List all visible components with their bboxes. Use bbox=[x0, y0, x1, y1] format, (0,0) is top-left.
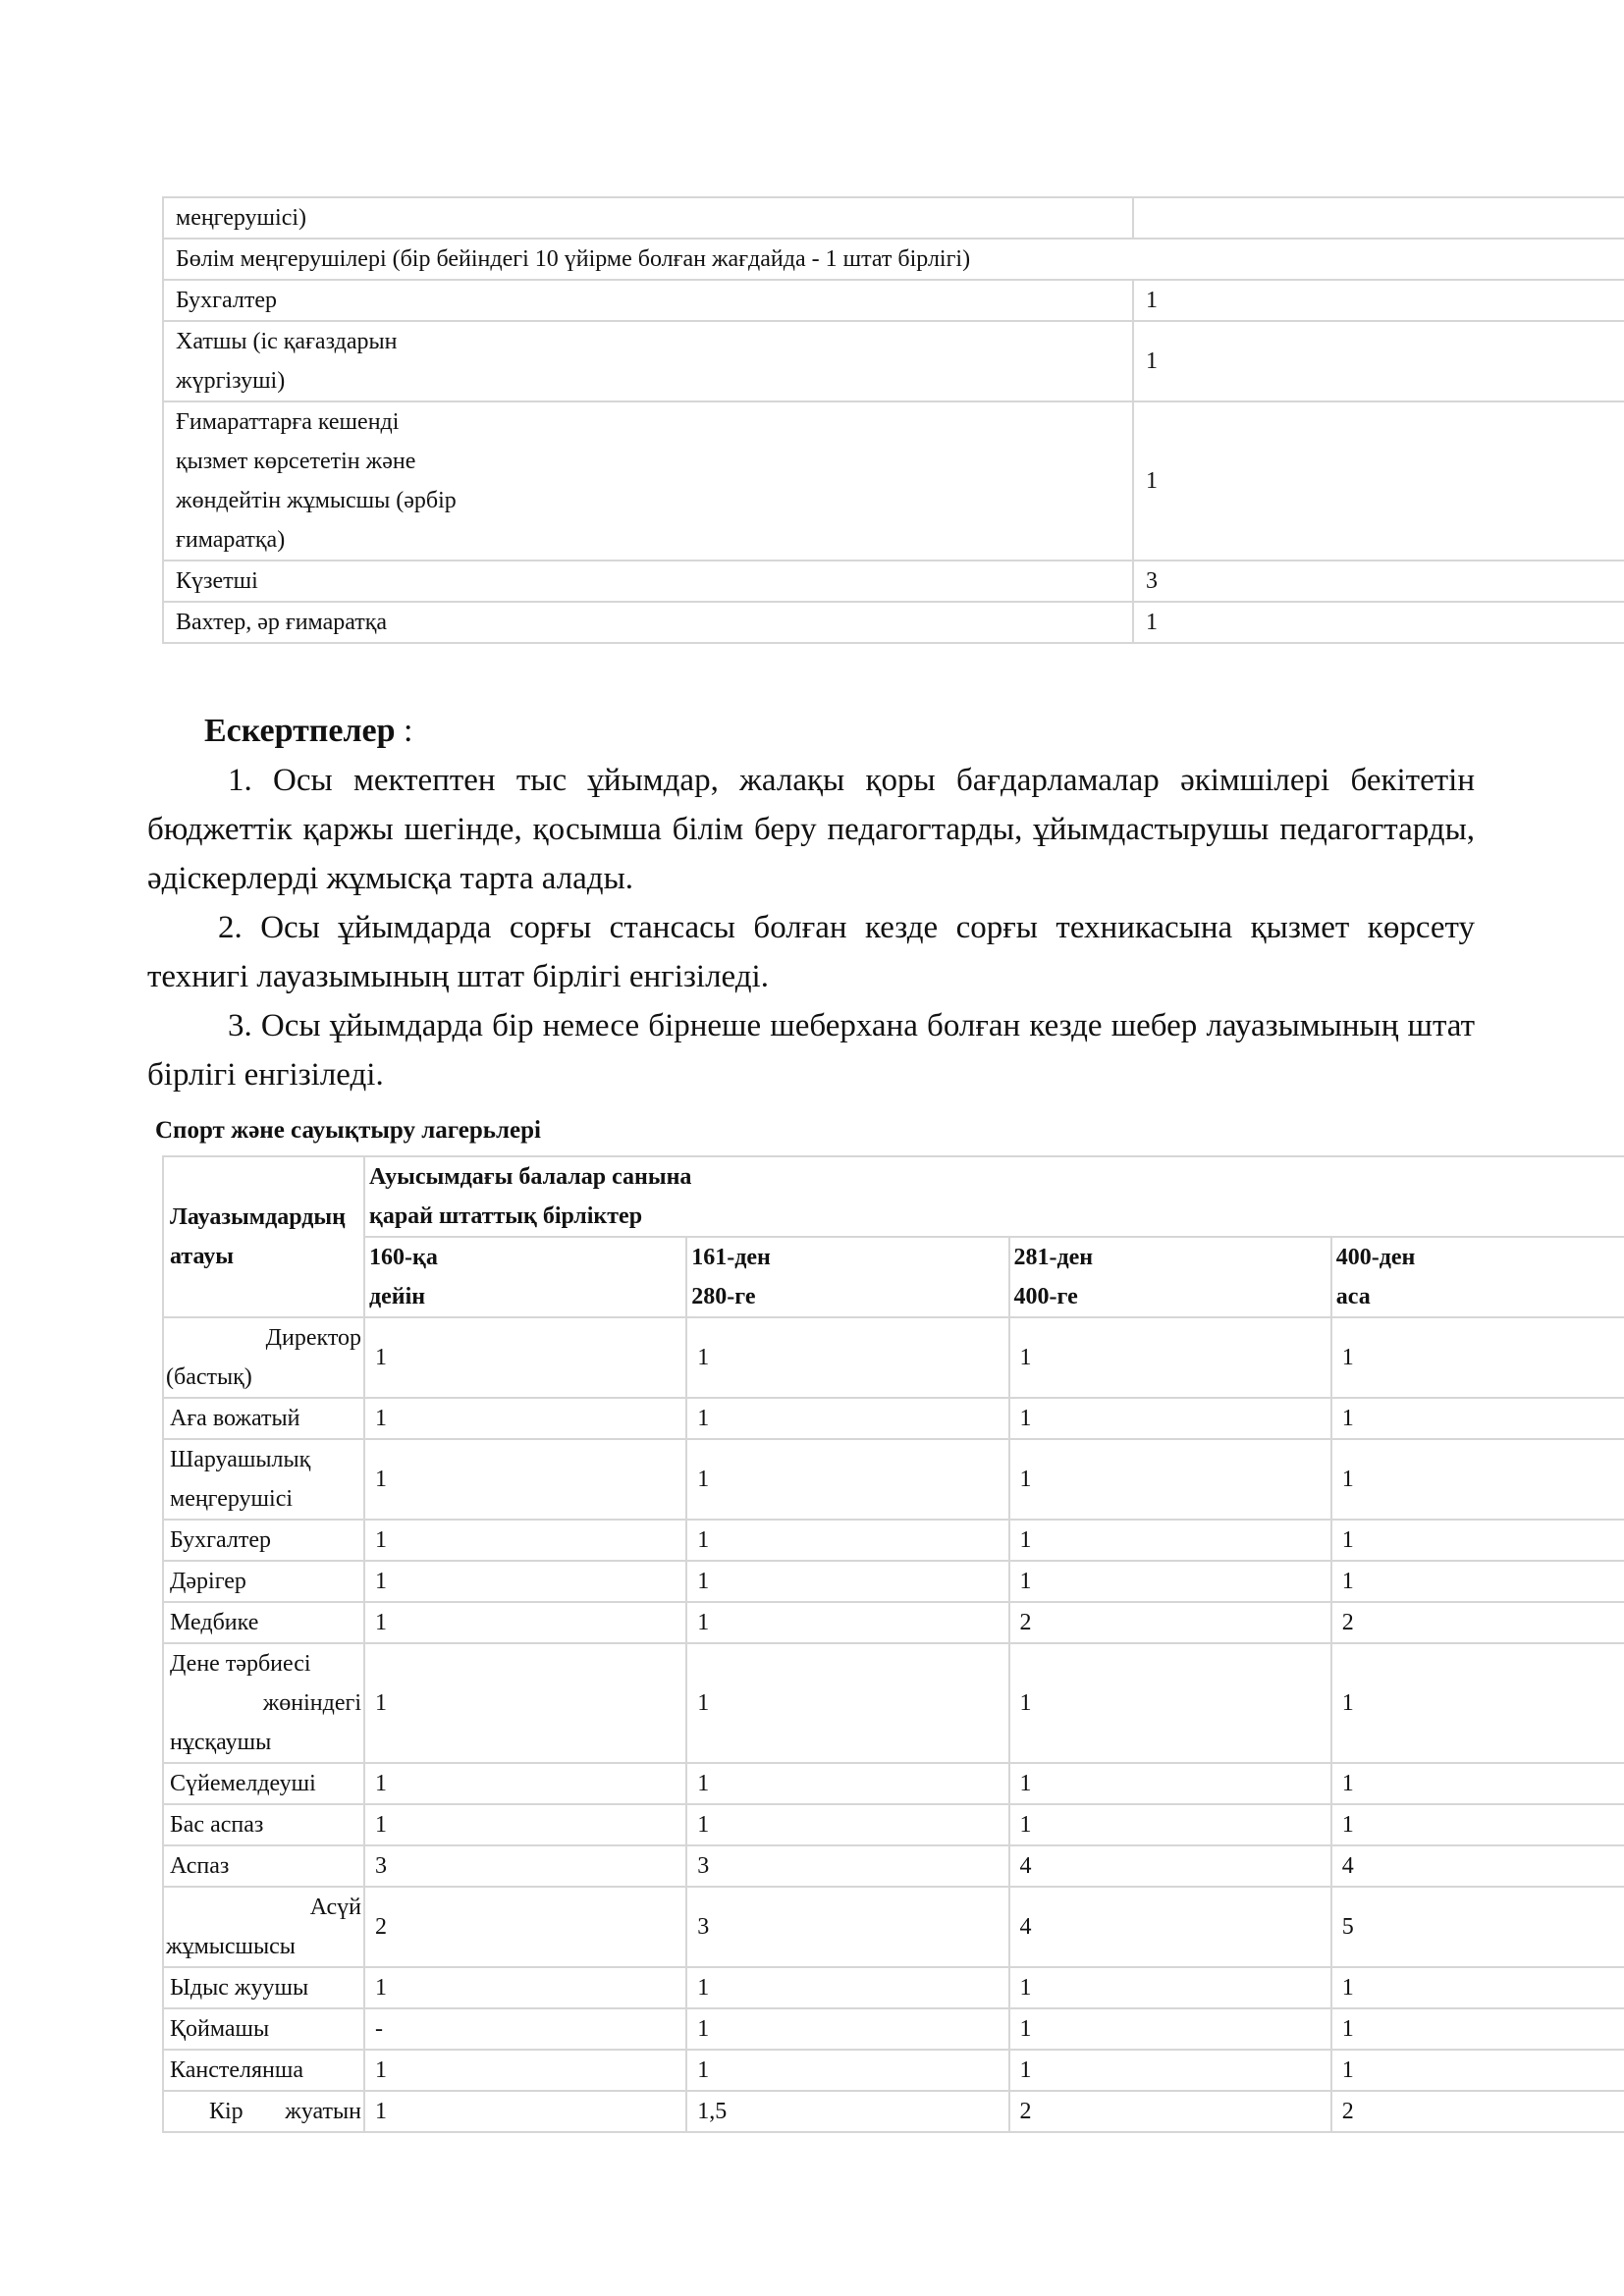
name-line: Дәрігер bbox=[170, 1569, 246, 1594]
header-col-2 bbox=[686, 1237, 1008, 1317]
name-line: нұсқаушы bbox=[170, 1730, 272, 1755]
position-name: Күзетші bbox=[163, 561, 1133, 602]
notes-section bbox=[147, 707, 1475, 1099]
position-name bbox=[163, 1845, 364, 1887]
note-item: 1. Осы мектептен тыс ұйымдар, жалақы қоры бағдарламалар әкімшілері бекітетін бюджеттік қаржы шегінде, қосымша білім беру педагогтарды, ұйымдастырушы педагогтарды, әдіскерлерді жұмысқа тарта алады. bbox=[147, 763, 1475, 896]
header-line: дейін bbox=[369, 1284, 426, 1309]
staff-count: 1 bbox=[686, 1804, 1008, 1845]
staff-count: 1 bbox=[1009, 1967, 1331, 2008]
position-name bbox=[163, 1561, 364, 1602]
position-name bbox=[163, 1643, 364, 1763]
staff-count: 1 bbox=[686, 1561, 1008, 1602]
section-title: Спорт және сауықтыру лагерьлері bbox=[155, 1117, 541, 1144]
name-line: Кір bbox=[209, 2099, 244, 2124]
note-item: 3. Осы ұйымдарда бір немесе бірнеше шеберхана болған кезде шебер лауазымының штат бірлігі енгізіледі. bbox=[147, 1008, 1475, 1093]
camp-staff-table bbox=[162, 1155, 1624, 2133]
name-line: жұмысшысы bbox=[166, 1934, 296, 1959]
staff-count: 4 bbox=[1009, 1887, 1331, 1967]
table-row bbox=[163, 1887, 1624, 1967]
staff-count: - bbox=[364, 2008, 686, 2050]
staff-count: 1 bbox=[686, 1602, 1008, 1643]
staff-count: 2 bbox=[1331, 1602, 1624, 1643]
staff-count: 4 bbox=[1009, 1845, 1331, 1887]
position-name bbox=[163, 1804, 364, 1845]
staff-count: 4 bbox=[1331, 1845, 1624, 1887]
staff-count: 1 bbox=[364, 1561, 686, 1602]
header-col-1 bbox=[364, 1237, 686, 1317]
staff-count: 1 bbox=[364, 1520, 686, 1561]
table-row bbox=[163, 1317, 1624, 1398]
name-line: Директор bbox=[265, 1325, 361, 1351]
staff-count: 1 bbox=[364, 1804, 686, 1845]
position-name: Бухгалтер bbox=[163, 280, 1133, 321]
name-line: Бас аспаз bbox=[170, 1812, 264, 1838]
staff-count: 1 bbox=[364, 1967, 686, 2008]
staff-count: 1 bbox=[1331, 1763, 1624, 1804]
header-line: 281-ден bbox=[1013, 1245, 1094, 1270]
position-count: 1 bbox=[1133, 280, 1624, 321]
name-line: Канстелянша bbox=[170, 2057, 303, 2083]
header-row bbox=[163, 1156, 1624, 1237]
name-line: Ыдыс жуушы bbox=[170, 1975, 309, 2001]
name-line: жүргізуші) bbox=[176, 368, 286, 394]
position-name bbox=[163, 1398, 364, 1439]
staff-count: 3 bbox=[686, 1845, 1008, 1887]
name-line: Асүй bbox=[309, 1895, 361, 1920]
staff-count: 3 bbox=[686, 1887, 1008, 1967]
header-group-text: Ауысымдағы балалар санына қарай штаттық бірліктер bbox=[369, 1164, 692, 1229]
table-row bbox=[163, 2050, 1624, 2091]
name-line: Дене тәрбиесі bbox=[170, 1651, 311, 1677]
staff-count: 1 bbox=[1331, 1561, 1624, 1602]
staff-count: 1 bbox=[364, 2091, 686, 2132]
name-line: Аспаз bbox=[170, 1853, 230, 1879]
staff-count: 1 bbox=[364, 2050, 686, 2091]
staff-count: 1 bbox=[686, 1398, 1008, 1439]
position-name bbox=[163, 1520, 364, 1561]
name-line: Аға вожатый bbox=[170, 1406, 300, 1431]
staff-count: 1 bbox=[1009, 1643, 1331, 1763]
staff-count: 1 bbox=[686, 1439, 1008, 1520]
name-line: Сүйемелдеуші bbox=[170, 1771, 316, 1796]
staff-count: 1 bbox=[1331, 2050, 1624, 2091]
header-group bbox=[364, 1156, 1624, 1237]
staff-count: 1 bbox=[1009, 1763, 1331, 1804]
staff-count: 1 bbox=[686, 1763, 1008, 1804]
staff-count: 1 bbox=[1009, 1561, 1331, 1602]
note-item: 2. Осы ұйымдарда сорғы стансасы болған кезде сорғы техникасына қызмет көрсету технигі лауазымының штат бірлігі енгізіледі. bbox=[147, 910, 1475, 994]
table-row bbox=[163, 1439, 1624, 1520]
table-row bbox=[163, 1804, 1624, 1845]
table-body bbox=[163, 1317, 1624, 2132]
staff-count: 1 bbox=[686, 1520, 1008, 1561]
position-name bbox=[163, 1763, 364, 1804]
staff-count: 1 bbox=[1009, 1317, 1331, 1398]
staff-count: 1 bbox=[364, 1398, 686, 1439]
table-row bbox=[163, 197, 1624, 239]
table-row bbox=[163, 1398, 1624, 1439]
table-row bbox=[163, 1602, 1624, 1643]
name-line: Хатшы (іс қағаздарын bbox=[176, 329, 398, 354]
staff-count: 1,5 bbox=[686, 2091, 1008, 2132]
name-line: Шаруашылық bbox=[170, 1447, 311, 1472]
staff-count: 1 bbox=[686, 1317, 1008, 1398]
name-line: меңгерушісі bbox=[170, 1486, 294, 1512]
table-row bbox=[163, 1845, 1624, 1887]
staff-count: 1 bbox=[1331, 1643, 1624, 1763]
table-row bbox=[163, 280, 1624, 321]
staff-count: 1 bbox=[1331, 1317, 1624, 1398]
position-count: 1 bbox=[1133, 602, 1624, 643]
name-line: жөндейтін жұмысшы (әрбір bbox=[176, 488, 457, 513]
table-row bbox=[163, 1561, 1624, 1602]
table-row bbox=[163, 1763, 1624, 1804]
name-line: ғимаратқа) bbox=[176, 527, 286, 553]
position-name bbox=[163, 1887, 364, 1967]
position-name bbox=[163, 1439, 364, 1520]
header-line: аса bbox=[1335, 1284, 1371, 1309]
staff-count: 3 bbox=[364, 1845, 686, 1887]
name-line: жуатын bbox=[285, 2099, 361, 2124]
staff-table-continued bbox=[162, 196, 1624, 644]
table-row bbox=[163, 321, 1624, 401]
header-row bbox=[163, 1237, 1624, 1317]
name-line: Медбике bbox=[170, 1610, 259, 1635]
header-line: 161-ден bbox=[691, 1245, 771, 1270]
staff-count: 1 bbox=[364, 1763, 686, 1804]
staff-count: 1 bbox=[686, 1643, 1008, 1763]
table-row bbox=[163, 1967, 1624, 2008]
staff-count: 1 bbox=[1331, 1520, 1624, 1561]
staff-count: 1 bbox=[1009, 1439, 1331, 1520]
position-name bbox=[163, 1317, 364, 1398]
position-name bbox=[163, 321, 1133, 401]
position-name bbox=[163, 2050, 364, 2091]
notes-title: Ескертпелер : bbox=[204, 713, 413, 749]
staff-count: 1 bbox=[1331, 1967, 1624, 2008]
staff-count: 1 bbox=[1009, 2050, 1331, 2091]
staff-count: 1 bbox=[1331, 1804, 1624, 1845]
table-row bbox=[163, 239, 1624, 280]
header-line: 280-ге bbox=[691, 1284, 756, 1309]
position-name bbox=[163, 1602, 364, 1643]
table-row bbox=[163, 2091, 1624, 2132]
header-position-name: Лауазымдардың атауы bbox=[163, 1156, 364, 1317]
staff-count: 1 bbox=[1331, 1439, 1624, 1520]
header-col-4 bbox=[1331, 1237, 1624, 1317]
table-row bbox=[163, 2008, 1624, 2050]
staff-count: 5 bbox=[1331, 1887, 1624, 1967]
staff-count: 1 bbox=[364, 1643, 686, 1763]
table-row bbox=[163, 561, 1624, 602]
position-count: 1 bbox=[1133, 401, 1624, 561]
position-name: Бөлім меңгерушілері (бір бейіндегі 10 үйірме болған жағдайда - 1 штат бірлігі) bbox=[163, 239, 1624, 280]
staff-count: 1 bbox=[1331, 2008, 1624, 2050]
header-line: 400-ден bbox=[1335, 1245, 1416, 1270]
staff-count: 1 bbox=[686, 2050, 1008, 2091]
table-row bbox=[163, 401, 1624, 561]
position-count: 1 bbox=[1133, 321, 1624, 401]
staff-count: 2 bbox=[1331, 2091, 1624, 2132]
name-line: Қоймашы bbox=[170, 2016, 270, 2042]
name-line: Бухгалтер bbox=[170, 1527, 272, 1553]
staff-count: 2 bbox=[1009, 1602, 1331, 1643]
staff-count: 1 bbox=[1331, 1398, 1624, 1439]
staff-count: 1 bbox=[1009, 1398, 1331, 1439]
position-name bbox=[163, 1967, 364, 2008]
table-row bbox=[163, 1643, 1624, 1763]
position-count: 3 bbox=[1133, 561, 1624, 602]
staff-count: 2 bbox=[364, 1887, 686, 1967]
staff-count: 1 bbox=[364, 1439, 686, 1520]
staff-count: 1 bbox=[364, 1602, 686, 1643]
name-line: Ғимараттарға кешенді bbox=[176, 409, 400, 435]
staff-count: 1 bbox=[1009, 1520, 1331, 1561]
position-name bbox=[163, 401, 1133, 561]
table-row bbox=[163, 602, 1624, 643]
position-name: меңгерушісі) bbox=[163, 197, 1133, 239]
header-line: 160-қа bbox=[369, 1245, 438, 1270]
position-count bbox=[1133, 197, 1624, 239]
position-name bbox=[163, 2091, 364, 2132]
staff-count: 1 bbox=[1009, 1804, 1331, 1845]
staff-count: 2 bbox=[1009, 2091, 1331, 2132]
position-name bbox=[163, 2008, 364, 2050]
name-line: жөніндегі bbox=[262, 1690, 361, 1716]
staff-count: 1 bbox=[686, 2008, 1008, 2050]
staff-count: 1 bbox=[364, 1317, 686, 1398]
header-col-3 bbox=[1009, 1237, 1331, 1317]
name-line: қызмет көрсететін және bbox=[176, 449, 416, 474]
position-name: Вахтер, әр ғимаратқа bbox=[163, 602, 1133, 643]
staff-count: 1 bbox=[1009, 2008, 1331, 2050]
name-line: (бастық) bbox=[166, 1364, 252, 1390]
header-line: 400-ге bbox=[1013, 1284, 1078, 1309]
table-row bbox=[163, 1520, 1624, 1561]
staff-count: 1 bbox=[686, 1967, 1008, 2008]
